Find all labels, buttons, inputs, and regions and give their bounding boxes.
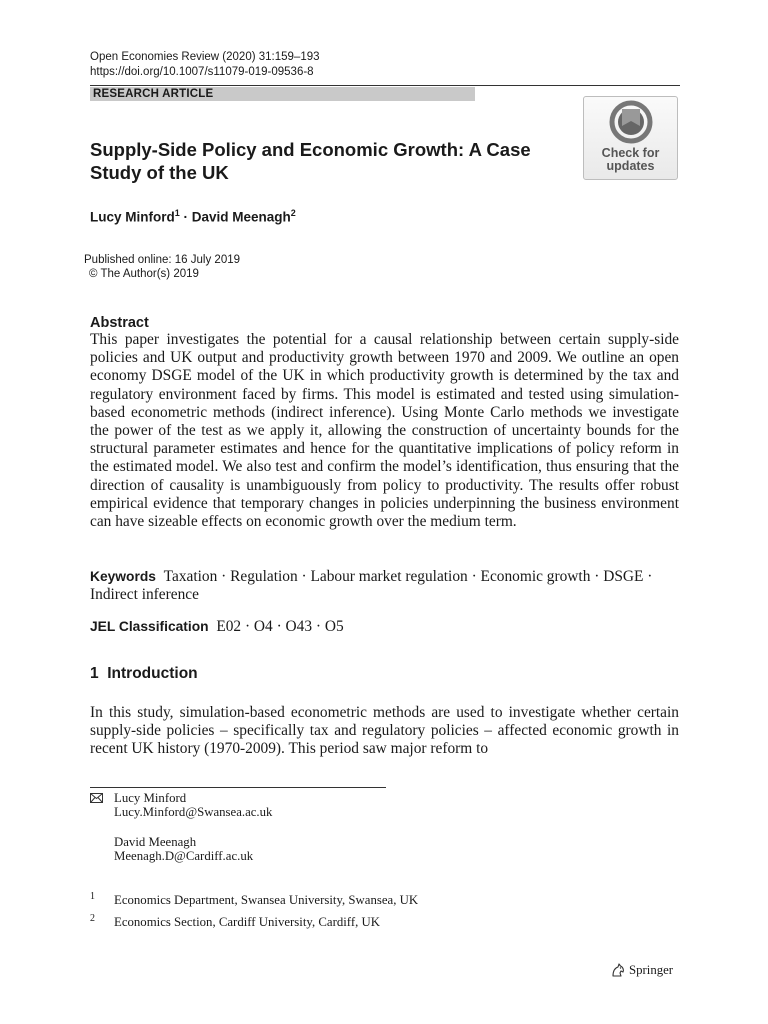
badge-label-line1: Check for xyxy=(601,146,660,160)
doi-link[interactable]: https://doi.org/10.1007/s11079-019-09536-8 xyxy=(90,66,314,78)
introduction-text: In this study, simulation-based econometric methods are used to investigate whether certain supply-side policies – specifically tax and regulatory policies – affected economic growth in recent UK history (1970-2009). This period saw major reform to xyxy=(90,704,679,758)
abstract-heading: Abstract xyxy=(90,315,149,331)
contact-email[interactable]: Lucy.Minford@Swansea.ac.uk xyxy=(114,805,273,819)
crossmark-icon xyxy=(609,100,653,144)
affiliation-number: 2 xyxy=(90,913,95,924)
contact-email[interactable]: Meenagh.D@Cardiff.ac.uk xyxy=(114,849,254,863)
header-rule xyxy=(90,85,680,86)
author-name[interactable]: David Meenagh xyxy=(191,209,291,225)
keywords xyxy=(90,568,679,604)
affiliation-text: Economics Department, Swansea University, Swansea, UK xyxy=(114,893,419,907)
check-for-updates-badge[interactable] xyxy=(583,96,678,180)
author-name[interactable]: Lucy Minford xyxy=(90,209,175,225)
affiliation-number: 1 xyxy=(90,891,95,902)
jel-codes: E02 · O4 · O43 · O5 xyxy=(216,618,344,635)
badge-label xyxy=(584,147,677,172)
badge-label-line2: updates xyxy=(606,158,655,173)
author-affiliation-marker: 1 xyxy=(174,208,180,218)
springer-horse-icon xyxy=(610,962,626,978)
jel-label: JEL Classification xyxy=(90,619,209,634)
author-affiliation-marker: 2 xyxy=(290,208,296,218)
section-heading-introduction: 1 Introduction xyxy=(90,665,198,682)
copyright: © The Author(s) 2019 xyxy=(89,268,199,280)
journal-citation: Open Economies Review (2020) 31:159–193 xyxy=(90,51,320,63)
envelope-icon xyxy=(90,793,103,803)
footnote-rule xyxy=(90,787,386,788)
publisher-name: Springer xyxy=(629,963,674,977)
affiliation-text: Economics Section, Cardiff University, Cardiff, UK xyxy=(114,915,380,929)
keywords-list: Taxation · Regulation · Labour market regulation · Economic growth · DSGE · Indirect inference xyxy=(90,568,653,604)
author-separator: · xyxy=(179,209,192,225)
keywords-label: Keywords xyxy=(90,569,156,584)
paper-title: Supply-Side Policy and Economic Growth: A Case Study of the UK xyxy=(90,139,531,183)
published-date: Published online: 16 July 2019 xyxy=(84,254,241,266)
article-type-banner: RESEARCH ARTICLE xyxy=(90,87,475,101)
abstract-text: This paper investigates the potential for a causal relationship between certain supply-side policies and UK output and productivity growth between 1970 and 2009. We outline an open economy DSGE model of the UK in which productivity growth is determined by the tax and regulatory environment faced by firms. This model is estimated and tested using simulation-based econometric methods (indirect inference). Using Monte Carlo methods we investigate the power of the test as we apply it, allowing the construction of uncertainty bounds for the structural parameter estimates and hence for the quantitative implications of policy reform in the estimated model. We also test and confirm the model’s identification, thus ensuring that the direction of causality is unambiguously from policy to productivity. The results offer robust empirical evidence that temporary changes in policies underpinning the business environment can have sizeable effects on economic growth over the medium term. xyxy=(90,331,679,531)
contact-name: Lucy Minford xyxy=(114,791,187,805)
contact-name: David Meenagh xyxy=(114,835,197,849)
author-line xyxy=(90,208,296,225)
jel-classification xyxy=(90,618,344,636)
